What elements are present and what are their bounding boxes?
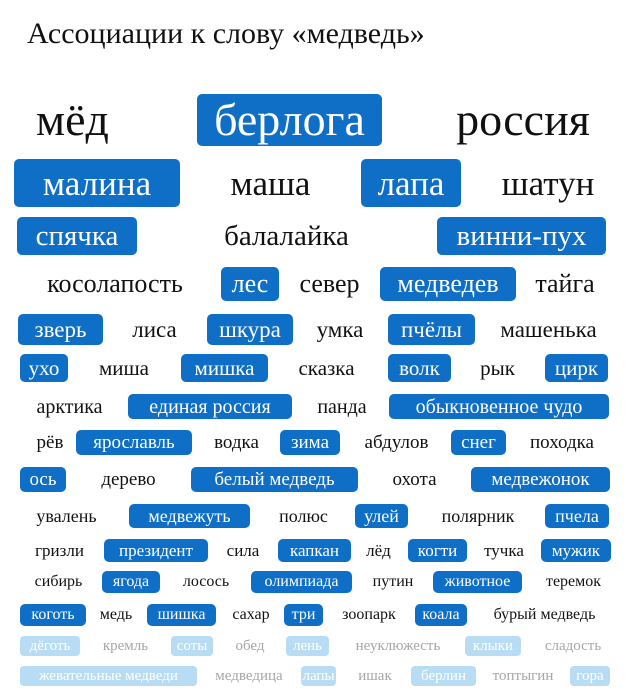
word-животное[interactable]: животное <box>433 571 522 593</box>
word-лосось[interactable]: лосось <box>182 573 230 590</box>
word-медь[interactable]: медь <box>99 606 133 623</box>
word-капкан[interactable]: капкан <box>278 539 351 562</box>
word-арктика[interactable]: арктика <box>36 395 103 418</box>
word-россия[interactable]: россия <box>456 94 590 145</box>
word-гора[interactable]: гора <box>570 666 610 686</box>
word-когти[interactable]: когти <box>408 539 467 562</box>
page-title: Ассоциации к слову «медведь» <box>27 17 425 50</box>
word-обед[interactable]: обед <box>235 637 265 654</box>
word-волк[interactable]: волк <box>388 354 451 382</box>
word-маша[interactable]: маша <box>230 163 311 203</box>
word-рёв[interactable]: рёв <box>36 432 64 453</box>
word-президент[interactable]: президент <box>104 539 208 562</box>
word-лапы[interactable]: лапы <box>301 666 336 686</box>
word-цирк[interactable]: цирк <box>545 354 608 382</box>
word-север[interactable]: север <box>299 269 360 298</box>
word-панда[interactable]: панда <box>317 395 367 418</box>
word-ось[interactable]: ось <box>20 467 66 492</box>
word-дерево[interactable]: дерево <box>101 469 156 490</box>
word-походка[interactable]: походка <box>530 432 594 453</box>
word-зверь[interactable]: зверь <box>18 314 103 345</box>
word-медведев[interactable]: медведев <box>380 267 516 301</box>
word-увалень[interactable]: увалень <box>36 506 97 526</box>
word-лень[interactable]: лень <box>286 636 329 656</box>
word-коала[interactable]: коала <box>415 604 467 626</box>
word-сказка[interactable]: сказка <box>298 355 355 380</box>
word-олимпиада[interactable]: олимпиада <box>251 571 352 593</box>
word-пчела[interactable]: пчела <box>545 504 609 528</box>
word-рык[interactable]: рык <box>480 355 515 380</box>
word-шишка[interactable]: шишка <box>147 604 216 626</box>
word-спячка[interactable]: спячка <box>17 217 137 255</box>
word-три[interactable]: три <box>284 604 323 626</box>
word-балалайка[interactable]: балалайка <box>224 219 349 252</box>
word-бурый-медведь[interactable]: бурый медведь <box>493 606 596 623</box>
word-улей[interactable]: улей <box>355 504 408 528</box>
word-медвежуть[interactable]: медвежуть <box>129 504 250 528</box>
word-сахар[interactable]: сахар <box>232 606 270 623</box>
word-жевательные-медведи[interactable]: жевательные медведи <box>20 666 197 686</box>
word-берлин[interactable]: берлин <box>411 666 476 686</box>
word-снег[interactable]: снег <box>451 430 506 455</box>
word-клыки[interactable]: клыки <box>465 636 521 656</box>
word-лиса[interactable]: лиса <box>132 317 177 342</box>
word-соты[interactable]: соты <box>171 636 213 656</box>
word-мишка[interactable]: мишка <box>181 354 268 382</box>
word-сибирь[interactable]: сибирь <box>34 573 83 590</box>
word-ягода[interactable]: ягода <box>102 571 160 593</box>
word-тучка[interactable]: тучка <box>484 541 524 560</box>
word-гризли[interactable]: гризли <box>35 541 84 560</box>
word-шатун[interactable]: шатун <box>501 163 595 203</box>
word-лёд[interactable]: лёд <box>366 541 391 560</box>
word-обыкновенное-чудо[interactable]: обыкновенное чудо <box>389 394 609 419</box>
word-миша[interactable]: миша <box>98 355 150 380</box>
word-охота[interactable]: охота <box>392 469 437 490</box>
word-теремок[interactable]: теремок <box>545 573 602 590</box>
word-умка[interactable]: умка <box>316 317 364 342</box>
word-водка[interactable]: водка <box>214 432 259 453</box>
word-лес[interactable]: лес <box>221 267 279 301</box>
word-медведица[interactable]: медведица <box>215 667 283 684</box>
word-тайга[interactable]: тайга <box>535 269 595 298</box>
word-берлога[interactable]: берлога <box>197 94 382 146</box>
word-кремль[interactable]: кремль <box>102 637 149 654</box>
word-шкура[interactable]: шкура <box>207 314 293 345</box>
word-коготь[interactable]: коготь <box>20 604 86 626</box>
word-медвежонок[interactable]: медвежонок <box>471 467 610 492</box>
word-ухо[interactable]: ухо <box>20 354 68 382</box>
word-зима[interactable]: зима <box>280 430 340 455</box>
word-пчёлы[interactable]: пчёлы <box>388 314 475 345</box>
word-топтыгин[interactable]: топтыгин <box>492 667 554 684</box>
word-неуклюжесть[interactable]: неуклюжесть <box>355 637 441 654</box>
word-ярославль[interactable]: ярославль <box>76 430 192 455</box>
word-лапа[interactable]: лапа <box>361 159 461 207</box>
word-полюс[interactable]: полюс <box>279 506 328 526</box>
word-полярник[interactable]: полярник <box>441 506 515 526</box>
word-зоопарк[interactable]: зоопарк <box>342 606 396 623</box>
word-путин[interactable]: путин <box>372 573 414 590</box>
word-мужик[interactable]: мужик <box>541 539 611 562</box>
word-сила[interactable]: сила <box>226 541 260 560</box>
word-машенька[interactable]: машенька <box>500 317 597 342</box>
word-мёд[interactable]: мёд <box>36 94 109 145</box>
word-ишак[interactable]: ишак <box>358 667 392 684</box>
word-дёготь[interactable]: дёготь <box>20 636 80 656</box>
word-косолапость[interactable]: косолапость <box>47 269 183 298</box>
word-малина[interactable]: малина <box>14 159 180 207</box>
word-сладость[interactable]: сладость <box>544 637 602 654</box>
word-белый-медведь[interactable]: белый медведь <box>191 467 358 492</box>
word-абдулов[interactable]: абдулов <box>364 432 429 453</box>
word-винни-пух[interactable]: винни-пух <box>437 217 606 255</box>
word-единая-россия[interactable]: единая россия <box>128 394 292 419</box>
